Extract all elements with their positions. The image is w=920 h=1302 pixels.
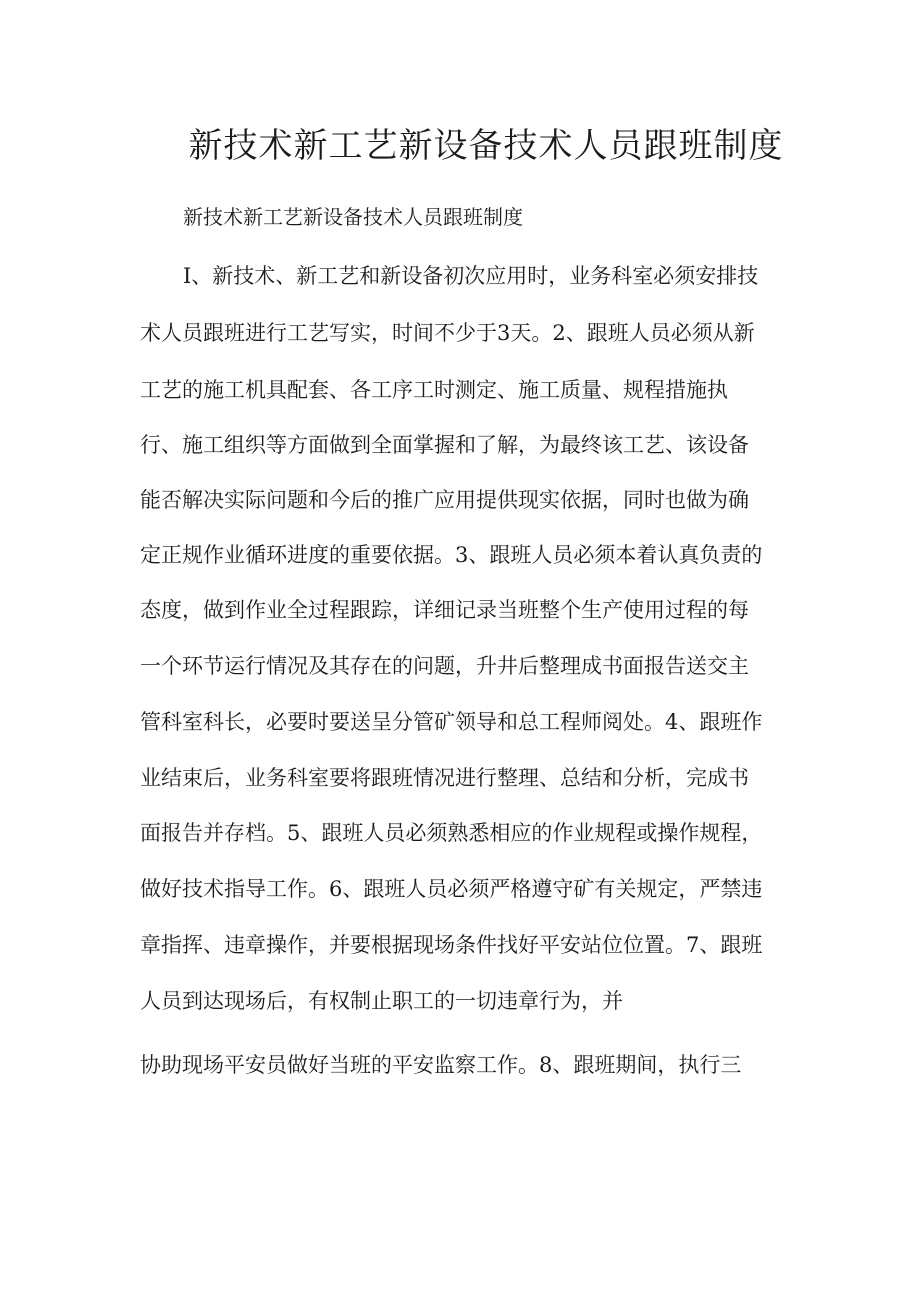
paragraph-line: 定正规作业循环进度的重要依据。3、跟班人员必须本着认真负责的 (140, 543, 763, 567)
document-title: 新技术新工艺新设备技术人员跟班制度 (188, 126, 784, 166)
paragraph-line: 能否解决实际问题和今后的推广应用提供现实依据，同时也做为确 (140, 488, 749, 512)
paragraph-line: 业结束后，业务科室要将跟班情况进行整理、总结和分析，完成书 (140, 766, 749, 790)
paragraph-line: 人员到达现场后，有权制止职工的一切违章行为，并 (140, 989, 623, 1013)
paragraph-line: 态度，做到作业全过程跟踪，详细记录当班整个生产使用过程的每 (140, 598, 749, 622)
paragraph-line: 行、施工组织等方面做到全面掌握和了解，为最终该工艺、该设备 (140, 433, 749, 457)
paragraph-line: 协助现场平安员做好当班的平安监察工作。8、跟班期间，执行三 (140, 1053, 742, 1077)
paragraph-line: 术人员跟班进行工艺写实，时间不少于3天。2、跟班人员必须从新 (140, 321, 755, 345)
paragraph-line: 管科室科长，必要时要送呈分管矿领导和总工程师阅处。4、跟班作 (140, 710, 763, 734)
paragraph-line: 章指挥、违章操作，并要根据现场条件找好平安站位位置。7、跟班 (140, 933, 763, 957)
document-subtitle: 新技术新工艺新设备技术人员跟班制度 (183, 205, 523, 229)
paragraph-line: 面报告并存档。5、跟班人员必须熟悉相应的作业规程或操作规程， (140, 821, 763, 845)
paragraph-line: 一个环节运行情况及其存在的问题，升井后整理成书面报告送交主 (140, 654, 749, 678)
paragraph-line: 做好技术指导工作。6、跟班人员必须严格遵守矿有关规定，严禁违 (140, 877, 763, 901)
paragraph-line: 工艺的施工机具配套、各工序工时测定、施工质量、规程措施执 (140, 378, 728, 402)
paragraph-line: I、新技术、新工艺和新设备初次应用时，业务科室必须安排技 (183, 264, 759, 288)
